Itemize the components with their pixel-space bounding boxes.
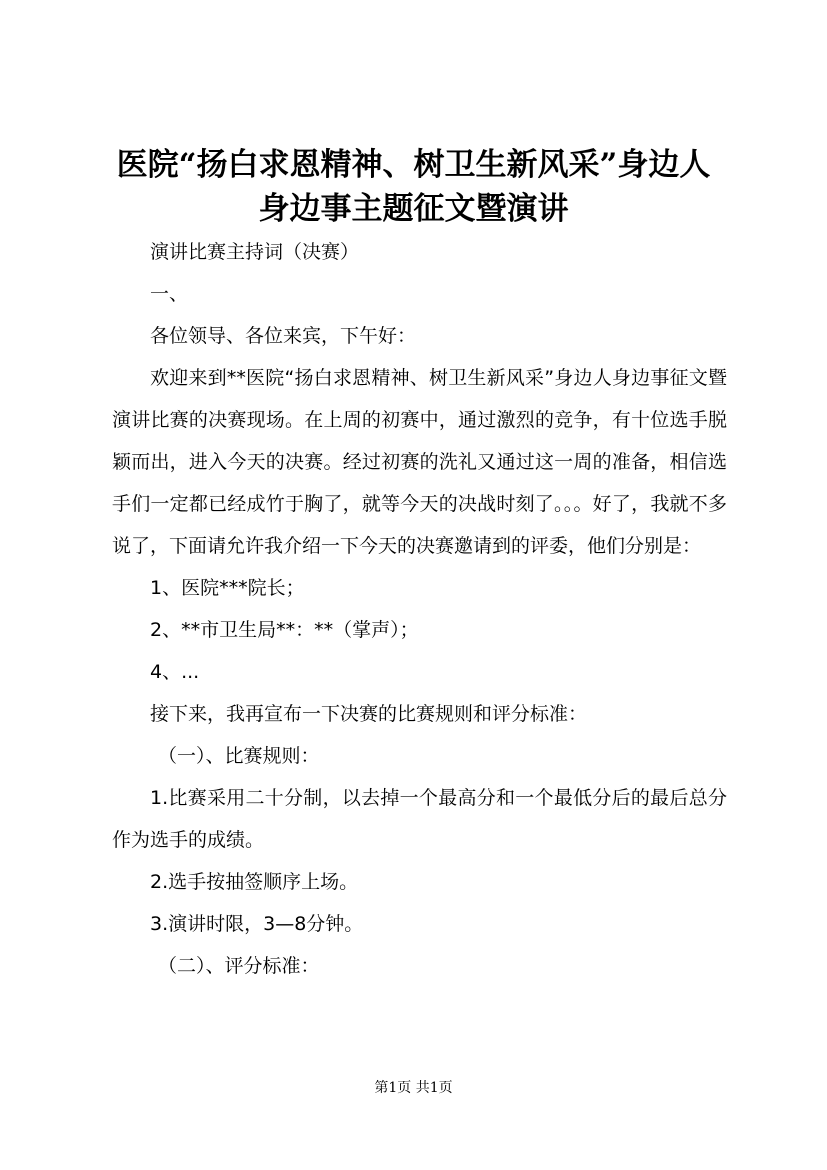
- paragraph-judge-1: 1、医院***院长；: [150, 577, 305, 599]
- paragraph-welcome: 欢迎来到**医院“扬白求恩精神、树卫生新风采”身边人身边事征文暨演讲比赛的决赛现场。在上周的初赛中，通过激烈的竞争，有十位选手脱颖而出，进入今天的决赛。经过初赛的洗礼又通过这一周的准备，相信选手们一定都已经成竹于胸了，就等今天的决战时刻了。。。好了，我就不多说了，下面请允许我介绍一下今天的决赛邀请到的评委，他们分别是：: [112, 367, 727, 557]
- paragraph-heading: 演讲比赛主持词（决赛）: [150, 241, 360, 263]
- title-line-2: 身边事主题征文暨演讲: [258, 191, 569, 227]
- paragraph-rule-2: 2.选手按抽签顺序上场。: [150, 871, 359, 893]
- paragraph-rule-1: 1.比赛采用二十分制，以去掉一个最高分和一个最低分后的最后总分作为选手的成绩。: [112, 787, 727, 851]
- page-footer: 第1页 共1页: [374, 1080, 453, 1096]
- paragraph-rule-3: 3.演讲时限，3—8分钟。: [150, 913, 364, 935]
- paragraph-scoring-heading: （二）、评分标准：: [158, 955, 320, 977]
- paragraph-greeting: 各位领导、各位来宾，下午好：: [150, 325, 417, 347]
- paragraph-judge-2: 2、**市卫生局**：**（掌声）；: [150, 619, 419, 641]
- title-line-1: 医院“扬白求恩精神、树卫生新风采”身边人: [116, 147, 711, 183]
- paragraph-section-number: 一、: [150, 283, 189, 305]
- paragraph-judge-more: 4、...: [150, 661, 200, 683]
- paragraph-rules-heading: （一）、比赛规则：: [158, 745, 320, 767]
- document-body: [112, 231, 727, 987]
- paragraph-rules-intro: 接下来，我再宣布一下决赛的比赛规则和评分标准：: [150, 703, 588, 725]
- document-title: [100, 143, 727, 231]
